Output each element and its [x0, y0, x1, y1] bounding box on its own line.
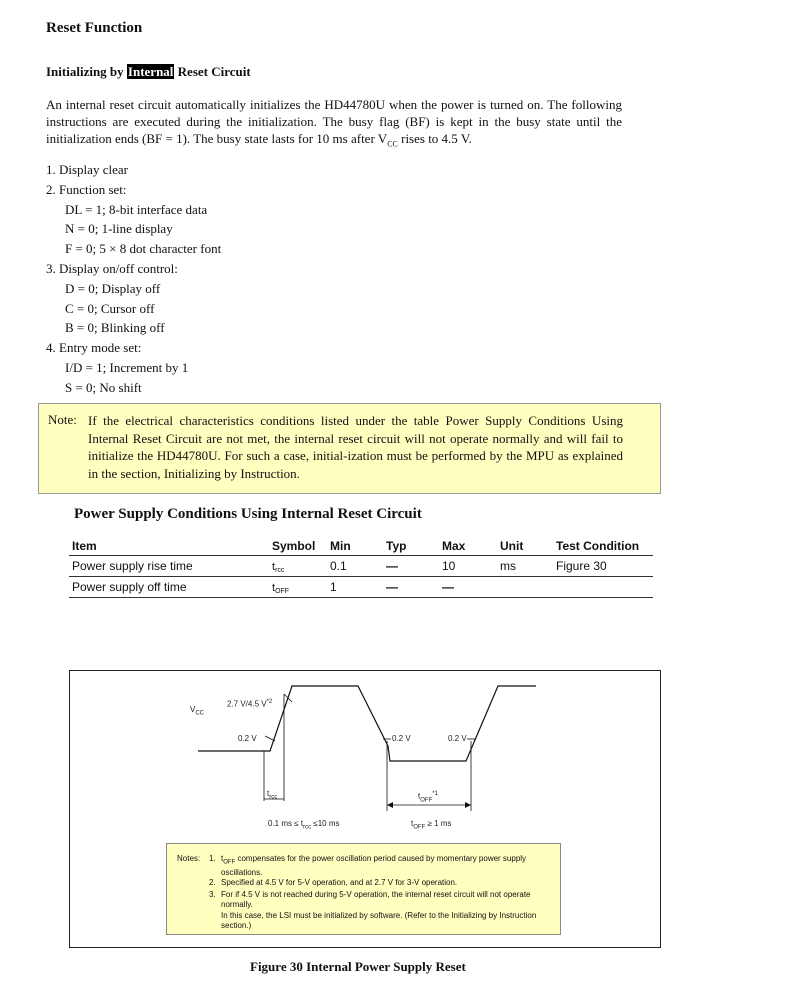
step-subitem: DL = 1; 8-bit interface data [65, 201, 208, 217]
highlighted-word: Internal [127, 64, 174, 79]
footnote-number: 1. [209, 854, 216, 863]
table-row [69, 577, 653, 598]
col-header-min: Min [327, 537, 383, 556]
table-title: Power Supply Conditions Using Internal Reset Circuit [74, 506, 422, 522]
intro-text-1: An internal reset circuit automatically initializes the HD44780U when the power is turned on. The following instructions are executed during the initialization. The busy flag (BF) is kept in the busy state until the initialization ends (BF = 1). The busy state lasts for 10 ms after V [46, 97, 622, 146]
cell-symbol [269, 556, 327, 577]
cell-min: 1 [327, 577, 383, 598]
footnote-3-continued: In this case, the LSI must be initialized by software. (Refer to the Initializing by Instruction section.) [221, 911, 537, 930]
power-supply-table-wrap [69, 537, 653, 598]
vcc-label [190, 705, 204, 717]
symbol-sub: OFF [275, 587, 290, 595]
symbol-main: t [272, 560, 276, 573]
cell-max: 10 [439, 556, 497, 577]
intro-text-2: rises to 4.5 V. [397, 131, 472, 146]
footnote-3: For if 4.5 V is not reached during 5-V operation, the internal reset circuit will not operate normally. [221, 890, 531, 909]
high-level-footnote: *2 [266, 699, 273, 705]
low-level-label-right: 0.2 V [448, 734, 467, 743]
footnote-1 [221, 854, 561, 878]
cell-symbol [269, 577, 327, 598]
toff-subscript: OFF [420, 797, 433, 804]
figure-30-box [69, 670, 661, 948]
toff-arrow-right [465, 802, 471, 808]
step-item: 1. Display clear [46, 162, 128, 177]
step-item: 3. Display on/off control: [46, 260, 178, 276]
note-text: If the electrical characteristics conditions listed under the table Power Supply Conditions Using Internal Reset Circuit are not met, the internal reset circuit will not operate normally and will fail to initialize the HD44780U. For such a case, initial-ization must be performed by the MPU as explained in the section, Initializing by Instruction. [88, 413, 623, 481]
footnote-1-t: t [221, 854, 224, 863]
col-header-typ: Typ [383, 537, 439, 556]
page-title: Reset Function [46, 20, 143, 36]
symbol-sub: rcc [275, 566, 285, 574]
col-header-max: Max [439, 537, 497, 556]
step-subitem: D = 0; Display off [65, 280, 161, 296]
note-box [38, 403, 661, 494]
table-header-row [69, 537, 653, 556]
step-subitem: C = 0; Cursor off [65, 300, 155, 316]
col-header-item: Item [69, 537, 269, 556]
step-subitem: B = 0; Blinking off [65, 320, 165, 336]
step-item: 2. Function set: [46, 181, 127, 197]
figure-notes-label: Notes: [177, 854, 201, 863]
trcc-range-post: ≤10 ms [311, 819, 340, 828]
step-item: 4. Entry mode set: [46, 340, 142, 356]
cell-condition [553, 577, 653, 598]
trcc-letter: t [267, 789, 270, 798]
toff-range-sub: OFF [413, 824, 426, 831]
step-subitem: S = 0; No shift [65, 379, 142, 395]
high-level-label [227, 699, 272, 709]
toff-range-pre: t [411, 819, 414, 828]
toff-footnote: *1 [432, 791, 438, 797]
col-header-condition: Test Condition [553, 537, 653, 556]
trcc-range-label [268, 819, 339, 831]
note-label: Note: [48, 412, 77, 427]
vcc-waveform [198, 686, 536, 761]
intro-vcc-subscript: CC [387, 139, 398, 149]
step-subitem: I/D = 1; Increment by 1 [65, 359, 189, 375]
table-row [69, 556, 653, 577]
section-heading [46, 64, 251, 80]
high-level-text: 2.7 V/4.5 V [227, 699, 267, 709]
low-level-label-left: 0.2 V [238, 734, 257, 743]
vcc-letter: V [190, 705, 196, 714]
cell-typ: — [383, 556, 439, 577]
footnote-2: Specified at 4.5 V for 5-V operation, and at 2.7 V for 3-V operation. [221, 878, 458, 887]
footnote-1-text: compensates for the power oscillation period caused by momentary power supply oscillations. [221, 854, 527, 877]
cell-unit [497, 577, 553, 598]
cell-unit: ms [497, 556, 553, 577]
threshold-marker-left-low [265, 736, 275, 741]
cell-condition: Figure 30 [553, 556, 653, 577]
heading-suffix: Reset Circuit [174, 64, 251, 79]
cell-item: Power supply off time [69, 577, 269, 598]
step-subitem: N = 0; 1-line display [65, 221, 173, 237]
power-supply-table [69, 537, 653, 598]
symbol-main: t [272, 581, 276, 594]
initialization-steps [46, 160, 221, 398]
col-header-unit: Unit [497, 537, 553, 556]
vcc-subscript: CC [195, 710, 205, 717]
trcc-label [267, 789, 277, 801]
toff-range-label [411, 819, 451, 831]
cell-typ: — [383, 577, 439, 598]
trcc-subscript: rcc [269, 794, 278, 801]
figure-caption: Figure 30 Internal Power Supply Reset [250, 959, 466, 974]
col-header-symbol: Symbol [269, 537, 327, 556]
toff-letter: t [418, 791, 421, 801]
footnote-number: 2. [209, 878, 216, 887]
threshold-marker-left-high [284, 694, 292, 702]
step-subitem: F = 0; 5 × 8 dot character font [65, 241, 222, 257]
footnote-1-sub: OFF [223, 859, 236, 866]
heading-prefix: Initializing by [46, 64, 127, 79]
cell-min: 0.1 [327, 556, 383, 577]
cell-item: Power supply rise time [69, 556, 269, 577]
toff-arrow-left [387, 802, 393, 808]
figure-notes-box [166, 843, 561, 935]
toff-range-post: ≥ 1 ms [425, 819, 452, 828]
trcc-range-sub: rcc [303, 824, 312, 831]
intro-paragraph [46, 96, 622, 153]
cell-max: — [439, 577, 497, 598]
toff-label [418, 791, 438, 803]
trcc-range-pre: 0.1 ms ≤ t [268, 819, 304, 828]
low-level-label-mid: 0.2 V [392, 734, 411, 743]
footnote-number: 3. [209, 890, 216, 899]
